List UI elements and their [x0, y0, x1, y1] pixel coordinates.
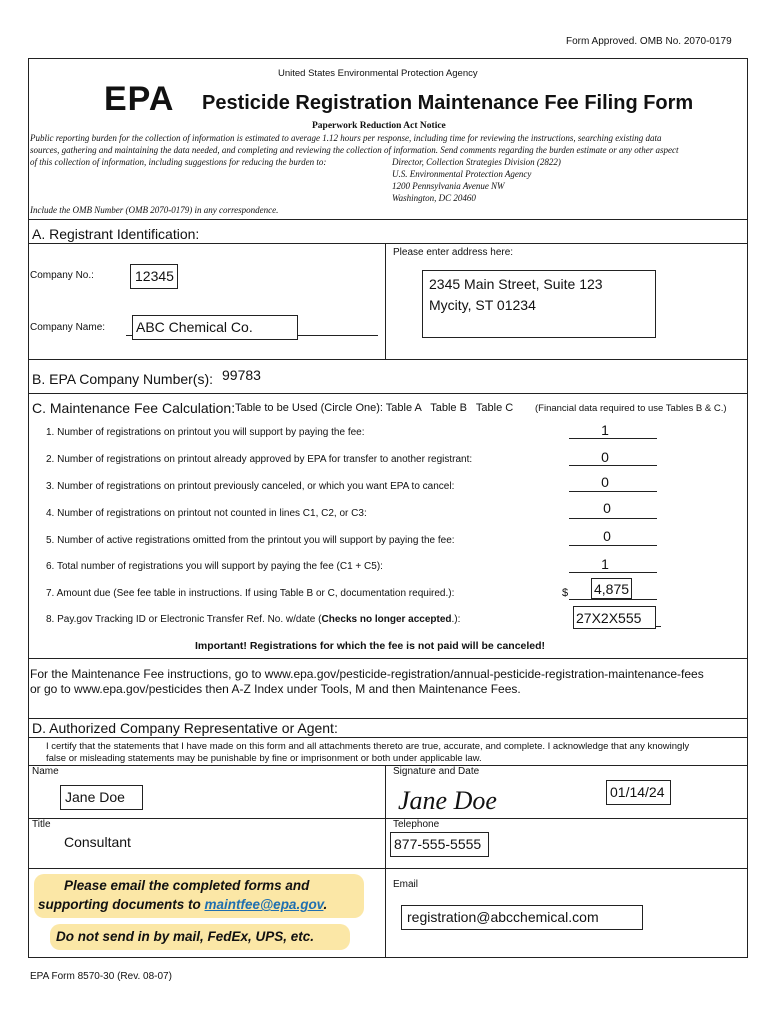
fee-item-1-value[interactable]: 1 — [601, 422, 609, 438]
signature[interactable]: Jane Doe — [398, 786, 497, 815]
important-notice: Important! Registrations for which the fee is not paid will be canceled! — [195, 640, 546, 652]
amount-due-field[interactable] — [591, 578, 632, 599]
paperwork-line-2: sources, gathering and maintaining the data needed, and completing and reviewing the collection of information. Send comments regarding the burden estimate or any other aspect — [30, 145, 679, 155]
certify-line-2: false or misleading statements may be punishable by fine or imprisonment or both under applicable law. — [46, 753, 482, 764]
fee-item-4-value[interactable]: 0 — [603, 500, 611, 516]
fee-item-1-label: 1. Number of registrations on printout you will support by paying the fee: — [46, 427, 365, 438]
company-no-label: Company No.: — [30, 270, 94, 281]
address-line-1: 2345 Main Street, Suite 123 — [429, 276, 603, 292]
paperwork-address-3: 1200 Pennsylvania Avenue NW — [392, 181, 505, 191]
paperwork-address-2: U.S. Environmental Protection Agency — [392, 169, 532, 179]
fee-item-5-label: 5. Number of active registrations omitted from the printout you will support by paying the fee: — [46, 535, 455, 546]
company-name-label: Company Name: — [30, 322, 106, 333]
table-prompt[interactable]: Table to be Used (Circle One): Table A Table B Table C — [235, 402, 514, 414]
form-number: EPA Form 8570-30 (Rev. 08-07) — [30, 971, 172, 982]
email-label: Email — [393, 879, 419, 890]
paperwork-address-1: Director, Collection Strategies Division (2822) — [392, 157, 561, 167]
form-title: Pesticide Registration Maintenance Fee Filing Form — [202, 92, 694, 114]
currency-symbol: $ — [562, 587, 569, 599]
maintfee-email-link[interactable]: maintfee@epa.gov — [204, 897, 324, 912]
fee-item-4-label: 4. Number of registrations on printout not counted in lines C1, C2, or C3: — [46, 508, 367, 519]
instructions-line-1: For the Maintenance Fee instructions, go to www.epa.gov/pesticide-registration/annual-pesticide-registration-maintenance-fees — [30, 667, 704, 681]
name-value: Jane Doe — [65, 789, 125, 805]
company-name-field[interactable] — [132, 315, 298, 340]
date-field[interactable] — [606, 780, 671, 805]
tracking-id-field[interactable] — [573, 606, 656, 629]
email-field[interactable] — [401, 905, 643, 930]
company-name-value: ABC Chemical Co. — [136, 319, 253, 335]
title-value[interactable]: Consultant — [64, 834, 131, 850]
fee-item-6-label: 6. Total number of registrations you will support by paying the fee (C1 + C5): — [46, 561, 383, 572]
certify-line-1: I certify that the statements that I have made on this form and all attachments thereto are true, accurate, and complete. I acknowledge that any knowingly — [46, 741, 690, 752]
omb-notice: Form Approved. OMB No. 2070-0179 — [566, 36, 732, 47]
fee-item-3-value[interactable]: 0 — [601, 474, 609, 490]
date-value: 01/14/24 — [610, 784, 665, 800]
paperwork-line-1: Public reporting burden for the collection of information is estimated to average 1.12 hours per response, including time for reviewing the instructions, searching existing data — [30, 133, 662, 143]
section-d-title: D. Authorized Company Representative or Agent: — [32, 720, 338, 736]
tracking-id-value: 27X2X555 — [576, 610, 642, 626]
fee-item-2-value[interactable]: 0 — [601, 449, 609, 465]
amount-due-value: 4,875 — [594, 581, 630, 597]
fee-item-6-value[interactable]: 1 — [601, 556, 609, 572]
paperwork-include: Include the OMB Number (OMB 2070-0179) in any correspondence. — [30, 205, 279, 215]
name-label: Name — [32, 766, 59, 777]
epa-logo: EPA — [104, 80, 175, 118]
fee-item-7-label: 7. Amount due (See fee table in instructions. If using Table B or C, documentation required.): — [46, 588, 455, 599]
fee-item-3-label: 3. Number of registrations on printout previously canceled, or which you want EPA to cancel: — [46, 481, 455, 492]
paperwork-address-4: Washington, DC 20460 — [392, 193, 476, 203]
paperwork-title: Paperwork Reduction Act Notice — [312, 121, 446, 131]
address-line-2: Mycity, ST 01234 — [429, 297, 536, 313]
fee-item-2-label: 2. Number of registrations on printout already approved by EPA for transfer to another registrant: — [46, 454, 473, 465]
email-notice-line-1: Please email the completed forms and — [64, 878, 310, 893]
name-field[interactable] — [60, 785, 143, 810]
fee-item-5-value[interactable]: 0 — [603, 528, 611, 544]
email-notice-line-2: supporting documents to maintfee@epa.gov. — [38, 897, 328, 912]
signature-label: Signature and Date — [393, 766, 480, 777]
instructions-line-2: or go to www.epa.gov/pesticides then A-Z Index under Tools, M and then Maintenance Fees. — [30, 682, 521, 696]
address-prompt: Please enter address here: — [393, 247, 514, 258]
telephone-value: 877-555-5555 — [394, 836, 482, 852]
telephone-label: Telephone — [393, 819, 440, 830]
mail-notice-text: Do not send in by mail, FedEx, UPS, etc. — [56, 929, 315, 944]
section-a-title: A. Registrant Identification: — [32, 226, 200, 242]
section-b-title: B. EPA Company Number(s): — [32, 371, 214, 387]
section-c-title: C. Maintenance Fee Calculation: — [32, 400, 236, 416]
fee-item-8-label: 8. Pay.gov Tracking ID or Electronic Transfer Ref. No. w/date (Checks no longer accepted.): — [46, 614, 461, 625]
agency-name: United States Environmental Protection Agency — [278, 68, 478, 79]
company-no-field[interactable] — [130, 264, 178, 289]
epa-company-number[interactable]: 99783 — [222, 367, 261, 383]
table-note: (Financial data required to use Tables B & C.) — [535, 403, 727, 414]
title-label: Title — [32, 819, 51, 830]
company-no-value: 12345 — [135, 268, 174, 284]
paperwork-line-3: of this collection of information, including suggestions for reducing the burden to: — [30, 157, 327, 167]
email-value: registration@abcchemical.com — [407, 909, 599, 925]
telephone-field[interactable] — [390, 832, 489, 857]
address-field[interactable] — [422, 270, 656, 338]
